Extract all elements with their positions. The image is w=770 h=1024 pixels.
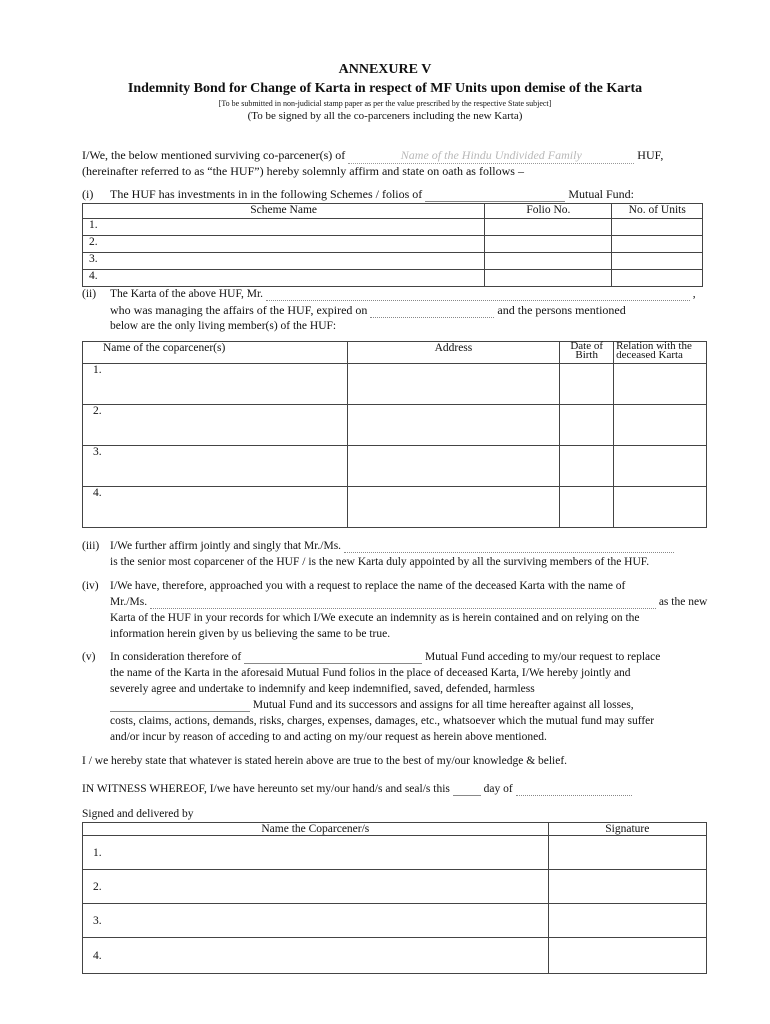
row-number: 1. [89, 219, 98, 231]
table-row [83, 405, 707, 446]
clause-ii-number: (ii) [82, 288, 97, 300]
row-number: 4. [93, 487, 102, 499]
clause-i-suffix: Mutual Fund: [568, 187, 634, 201]
scheme-row-3[interactable] [83, 253, 485, 270]
deceased-karta-name-input[interactable] [266, 288, 690, 301]
clause-iv-as-new-label: as the new [658, 596, 708, 608]
table-row [83, 236, 703, 253]
clause-i-number: (i) [82, 187, 94, 201]
clause-iv-line-2 [110, 596, 707, 609]
table-row [83, 836, 707, 870]
clause-v-line-1 [110, 651, 660, 664]
clause-iii-affirm-label: I/We further affirm jointly and singly that Mr./Ms. [110, 540, 342, 552]
units-cell[interactable] [612, 236, 703, 253]
clause-ii-comma: , [692, 288, 696, 300]
new-karta-name-input-2[interactable] [150, 596, 656, 609]
clause-i-body: The HUF has investments in in the following Schemes / folios of [110, 187, 423, 201]
clause-v-acceding-label: Mutual Fund acceding to my/our request to replace [424, 651, 661, 663]
folio-cell[interactable] [485, 219, 612, 236]
mutual-fund-name-input-2[interactable] [244, 651, 422, 664]
signer-row-2[interactable] [83, 870, 549, 904]
witness-prefix: IN WITNESS WHEREOF, I/we have hereunto set my/our hand/s and seal/s this [82, 783, 450, 795]
truth-statement: I / we hereby state that whatever is stated herein above are true to the best of my/our knowledge & belief. [82, 755, 568, 767]
scheme-row-1[interactable] [83, 219, 485, 236]
row-number: 4. [89, 270, 98, 282]
document-title: Indemnity Bond for Change of Karta in respect of MF Units upon demise of the Karta [127, 81, 643, 96]
table-row [83, 446, 707, 487]
scheme-row-4[interactable] [83, 270, 485, 287]
clause-iv-mr-label: Mr./Ms. [110, 596, 148, 608]
mutual-fund-name-input-3[interactable] [110, 699, 250, 712]
coparcener-row-3[interactable] [83, 446, 348, 487]
units-cell[interactable] [612, 270, 703, 287]
scheme-name-header: Scheme Name [83, 204, 485, 219]
folio-cell[interactable] [485, 270, 612, 287]
intro-line-1 [82, 148, 663, 164]
clause-ii-persons-label: and the persons mentioned [497, 303, 626, 317]
address-cell[interactable] [347, 405, 560, 446]
signed-delivered-label: Signed and delivered by [82, 808, 194, 820]
dob-cell[interactable] [560, 487, 614, 528]
huf-name-placeholder: Name of the Hindu Undivided Family [400, 148, 582, 162]
address-cell[interactable] [347, 446, 560, 487]
row-number: 3. [89, 253, 98, 265]
relation-cell[interactable] [614, 364, 707, 405]
row-number: 2. [93, 880, 102, 893]
witness-day-input[interactable] [453, 783, 481, 796]
clause-iv-number: (iv) [82, 580, 99, 592]
relation-cell[interactable] [614, 487, 707, 528]
row-number: 2. [89, 236, 98, 248]
table-row [83, 870, 707, 904]
stamp-paper-note: [To be submitted in non-judicial stamp paper as per the value prescribed by the respective State subject] [218, 99, 552, 108]
relation-header: Relation with the deceased Karta [614, 342, 707, 364]
signature-cell[interactable] [548, 938, 706, 974]
scheme-row-2[interactable] [83, 236, 485, 253]
new-karta-name-input-1[interactable] [344, 540, 674, 553]
dob-cell[interactable] [560, 364, 614, 405]
clause-ii-line-1 [110, 288, 696, 301]
folio-cell[interactable] [485, 236, 612, 253]
dob-cell[interactable] [560, 405, 614, 446]
address-header: Address [347, 342, 560, 364]
row-number: 1. [93, 846, 102, 859]
clause-iii-line-1 [110, 540, 674, 553]
clause-v-line-5: costs, claims, actions, demands, risks, charges, expenses, damages, etc., whatsoever which the mutual fund may suffer [110, 715, 655, 727]
clause-ii-karta-label: The Karta of the above HUF, Mr. [110, 288, 264, 300]
signatures-table [82, 822, 707, 974]
clause-iv-line-3: Karta of the HUF in your records for which I/We execute an indemnity as is herein contained and on relying on the [110, 612, 640, 624]
address-cell[interactable] [347, 364, 560, 405]
clause-v-number: (v) [82, 651, 96, 663]
dob-header: Date of Birth [560, 342, 614, 364]
coparcener-row-2[interactable] [83, 405, 348, 446]
date-of-demise-input[interactable] [370, 305, 494, 318]
signer-row-4[interactable] [83, 938, 549, 974]
folio-no-header: Folio No. [485, 204, 612, 219]
address-cell[interactable] [347, 487, 560, 528]
row-number: 2. [93, 405, 102, 417]
clause-v-line-2: the name of the Karta in the aforesaid Mutual Fund folios in the place of deceased Karta, I/We hereby jointly and [110, 667, 631, 679]
row-number: 4. [93, 949, 102, 962]
units-header: No. of Units [612, 204, 703, 219]
witness-month-input[interactable] [516, 783, 632, 796]
coparcener-row-4[interactable] [83, 487, 348, 528]
annexure-label: ANNEXURE V [338, 62, 432, 77]
table-row [83, 487, 707, 528]
table-row [83, 253, 703, 270]
coparcener-row-1[interactable] [83, 364, 348, 405]
intro-suffix: HUF, [637, 148, 664, 162]
table-row [83, 904, 707, 938]
table-row [83, 270, 703, 287]
witness-day-of: day of [483, 783, 513, 795]
clause-v-successors-label: and its successors and assigns for all time hereafter against all losses, [315, 699, 634, 711]
clause-iv-line-4: information herein given by us believing the same to be true. [110, 628, 391, 640]
clause-i-text [110, 187, 634, 202]
row-number: 3. [93, 914, 102, 927]
signer-row-1[interactable] [83, 836, 549, 870]
folio-cell[interactable] [485, 253, 612, 270]
signature-cell[interactable] [548, 904, 706, 938]
table-row [83, 938, 707, 974]
units-cell[interactable] [612, 253, 703, 270]
intro-line-2: (hereinafter referred to as “the HUF”) hereby solemnly affirm and state on oath as follows – [82, 164, 524, 178]
dob-cell[interactable] [560, 446, 614, 487]
row-number: 3. [93, 446, 102, 458]
table-row [83, 219, 703, 236]
coparceners-table [82, 341, 707, 528]
clause-ii-expired-label: who was managing the affairs of the HUF, expired on [110, 303, 368, 317]
clause-iii-number: (iii) [82, 540, 100, 552]
clause-v-line-4 [110, 699, 634, 712]
clause-v-line-6: and/or incur by reason of acceding to and acting on my/our request as herein above mentioned. [110, 731, 547, 743]
mutual-fund-name-input-1[interactable] [425, 189, 565, 202]
clause-v-consideration-label: In consideration therefore of [110, 651, 242, 663]
clause-ii-line-2 [110, 303, 626, 318]
row-number: 1. [93, 364, 102, 376]
relation-cell[interactable] [614, 405, 707, 446]
relation-cell[interactable] [614, 446, 707, 487]
clause-ii-line-3: below are the only living member(s) of the HUF: [110, 320, 337, 332]
signature-header: Signature [548, 823, 706, 836]
clause-iv-line-1: I/We have, therefore, approached you with a request to replace the name of the deceased Karta with the name of [110, 580, 626, 592]
witness-line [82, 783, 632, 796]
clause-iii-line-2: is the senior most coparcener of the HUF / is the new Karta duly appointed by all the surviving members of the HUF. [110, 556, 650, 568]
signature-cell[interactable] [548, 870, 706, 904]
huf-name-field[interactable] [348, 148, 634, 164]
schemes-table [82, 203, 703, 287]
signing-note: (To be signed by all the co-parceners including the new Karta) [247, 110, 523, 122]
units-cell[interactable] [612, 219, 703, 236]
signature-cell[interactable] [548, 836, 706, 870]
signer-row-3[interactable] [83, 904, 549, 938]
intro-prefix: I/We, the below mentioned surviving co-parcener(s) of [82, 148, 346, 162]
clause-v-mf-label: Mutual Fund [252, 699, 313, 711]
clause-v-line-3: severely agree and undertake to indemnify and keep indemnified, saved, defended, harmless [110, 683, 535, 695]
table-row [83, 364, 707, 405]
coparcener-names-header: Name the Coparcener/s [83, 823, 549, 836]
coparcener-name-header: Name of the coparcener(s) [83, 342, 348, 364]
